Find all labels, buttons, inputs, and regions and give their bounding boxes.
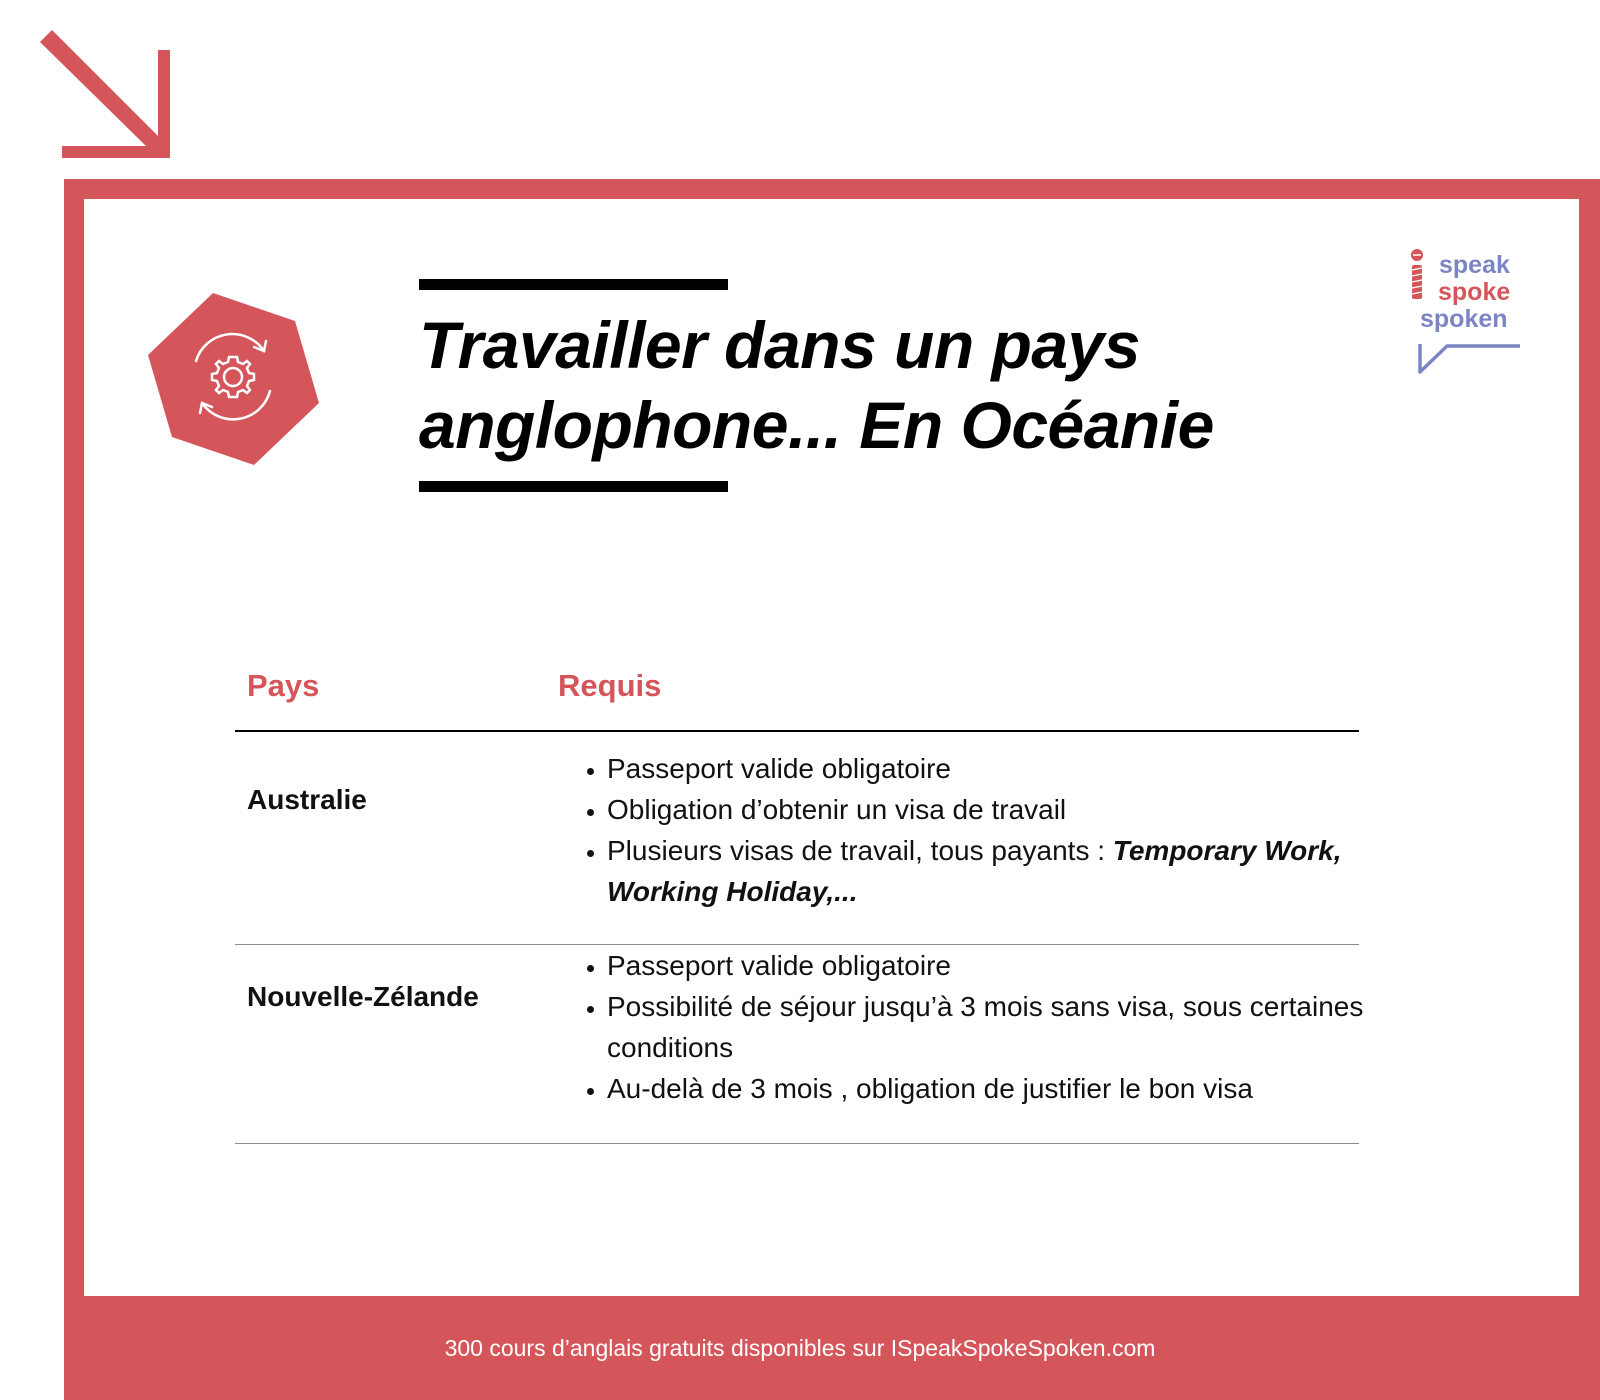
table-row [235,945,1364,1135]
row-divider [235,1143,1359,1144]
list-item: • Au-delà de 3 mois , obligation de justifier le bon visa [607,1068,1367,1109]
page-title [419,305,1379,465]
logo-word-spoke: spoke [1438,278,1511,306]
logo-word-spoken: spoken [1420,305,1508,333]
gear-refresh-icon [146,291,321,467]
title-line-2: anglophone... En Océanie [419,388,1214,462]
title-bar-top [419,279,728,290]
list-item: • Plusieurs visas de travail, tous payants : Temporary Work, Working Holiday,... [607,830,1367,912]
footer-text: 300 cours d’anglais gratuits disponibles sur ISpeakSpokeSpoken.com [444,1335,1156,1361]
header-rule [235,730,1359,732]
column-header-country: Pays [247,668,320,703]
title-bar-bottom [419,481,728,492]
logo-word-speak: speak [1439,251,1510,279]
table-row [235,748,1359,938]
requirements-list [575,748,1367,912]
requirements-list [575,945,1367,1109]
list-item: • Obligation d’obtenir un visa de travail [607,789,1367,830]
list-item: • Passeport valide obligatoire [607,945,1367,986]
logo [1408,248,1523,380]
visa-types-emphasis: Temporary Work, Working Holiday,... [607,835,1342,907]
column-header-requirements: Requis [558,668,662,703]
country-cell: Nouvelle-Zélande [247,981,479,1012]
title-line-1: Travailler dans un pays [419,308,1140,382]
country-cell: Australie [247,784,367,815]
list-item: • Possibilité de séjour jusqu’à 3 mois sans visa, sous certaines conditions [607,986,1367,1068]
arrow-down-right-icon [40,30,170,160]
list-item: • Passeport valide obligatoire [607,748,1367,789]
